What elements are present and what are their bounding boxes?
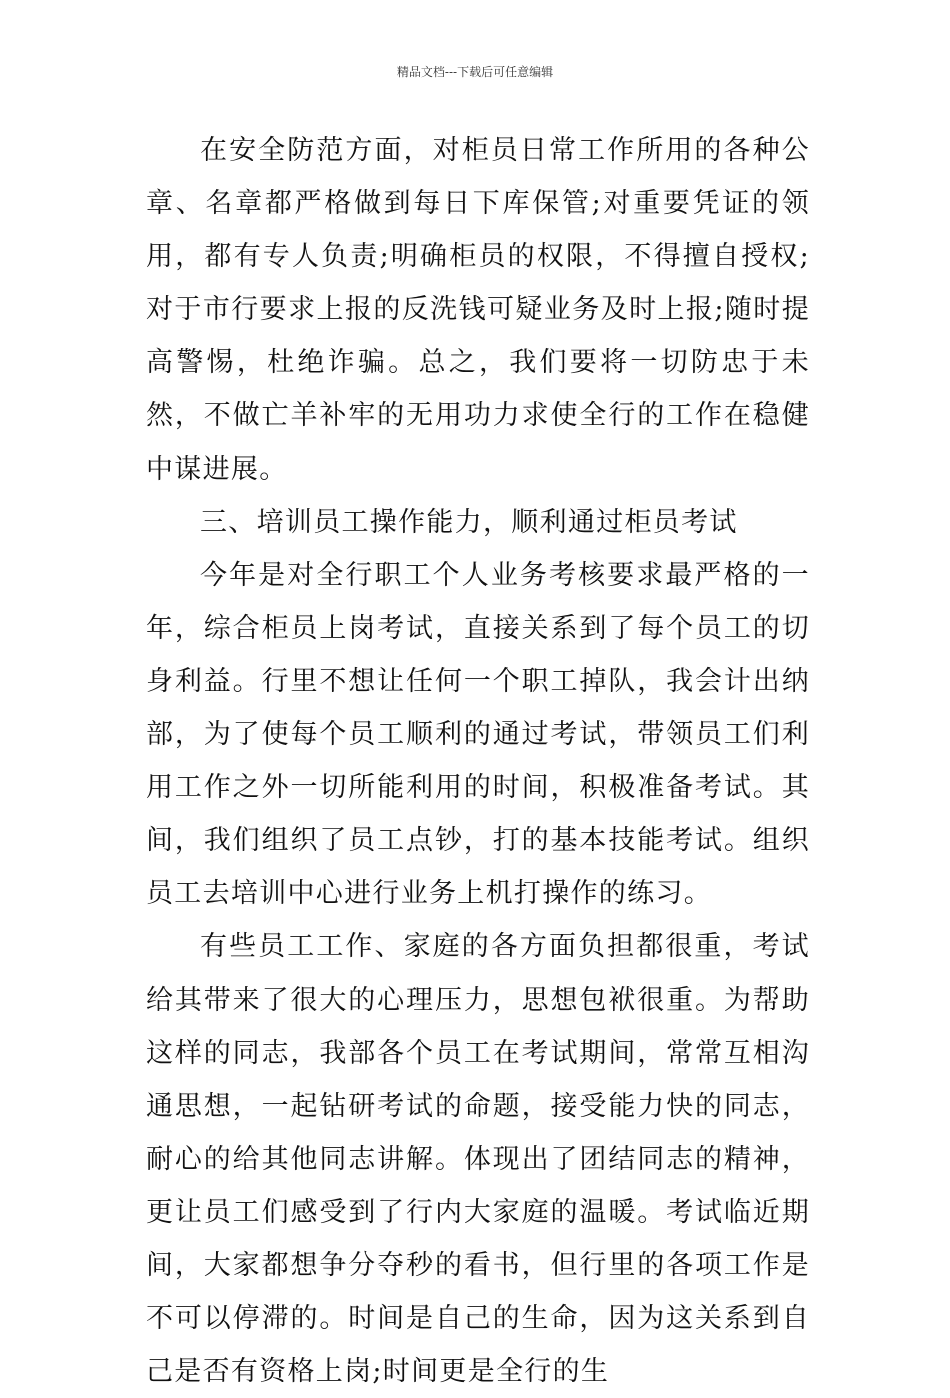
page-header: 精品文档---下载后可任意编辑 [396, 65, 554, 79]
paragraph-support: 有些员工工作、家庭的各方面负担都很重，考试给其带来了很大的心理压力，思想包袱很重。为帮助这样的同志，我部各个员工在考试期间，常常互相沟通思想，一起钻研考试的命题，接受能力快的同志，耐心的给其他同志讲解。体现出了团结同志的精神，更让员工们感受到了行内大家庭的温暖。考试临近期间，大家都想争分夺秒的看书，但行里的各项工作是不可以停滞的。时间是自己的生命，因为这关系到自己是否有资格上岗;时间更是全行的生 [146, 931, 810, 1388]
section-heading-training: 三、培训员工操作能力，顺利通过柜员考试 [200, 506, 738, 538]
paragraph-security: 在安全防范方面，对柜员日常工作所用的各种公章、名章都严格做到每日下库保管;对重要凭证的领用，都有专人负责;明确柜员的权限，不得擅自授权;对于市行要求上报的反洗钱可疑业务及时上报;随时提高警惕，杜绝诈骗。总之，我们要将一切防忠于未然，不做亡羊补牢的无用功力求使全行的工作在稳健中谋进展。 [146, 135, 810, 485]
paragraph-exam: 今年是对全行职工个人业务考核要求最严格的一年，综合柜员上岗考试，直接关系到了每个员工的切身利益。行里不想让任何一个职工掉队，我会计出纳部，为了使每个员工顺利的通过考试，带领员工们利用工作之外一切所能利用的时间，积极准备考试。其间，我们组织了员工点钞，打的基本技能考试。组织员工去培训中心进行业务上机打操作的练习。 [146, 559, 810, 910]
document-body [146, 124, 810, 1398]
